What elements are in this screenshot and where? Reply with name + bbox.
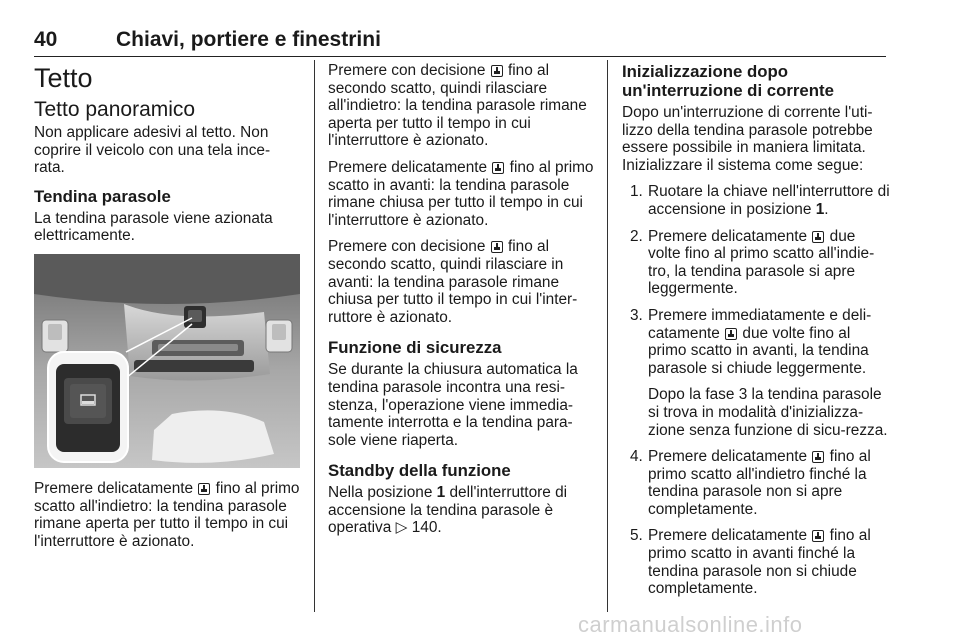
page-number: 40 — [34, 28, 58, 51]
init-steps-list — [622, 183, 890, 597]
column-1 — [34, 62, 300, 559]
press-firmly-forward-paragraph: Premere con decisione fino al secondo scatto, quindi rilasciare in avanti: la tendina parasole rimane chiusa per tutto il tempo in cui l'inter-ruttore è azionato. — [328, 238, 578, 326]
press-firmly-back-paragraph: Premere con decisione fino al secondo scatto, quindi rilasciare all'indietro: la tendina parasole rimane aperta per tutto il tempo in cui l'interruttore è azionato. — [328, 62, 587, 150]
sunshade-switch-icon — [491, 65, 503, 77]
column-3 — [622, 62, 890, 607]
sunshade-paragraph: La tendina parasole viene azionata elettricamente. — [34, 209, 273, 245]
chapter-title: Chiavi, portiere e finestrini — [116, 28, 381, 51]
init-heading: Inizializzazione dopo un'interruzione di corrente — [622, 62, 834, 100]
roof-switch-photo — [34, 254, 300, 468]
standby-heading: Standby della funzione — [328, 461, 511, 481]
sunshade-switch-icon — [812, 451, 824, 463]
sunshade-switch-icon — [812, 231, 824, 243]
watermark: carmanualsonline.info — [578, 612, 803, 637]
sunshade-switch-icon — [198, 483, 210, 495]
safety-heading: Funzione di sicurezza — [328, 338, 502, 358]
list-item: 3. Premere immediatamente e deli-catamente due volte fino al primo scatto in avanti, la tendina parasole si chiude leggermente. Dopo la fase 3 la tendina parasole si trova in modalità d'inizializza-zione senza funzione di sicu-rezza. — [622, 307, 890, 439]
list-item: 1. Ruotare la chiave nell'interruttore di accensione in posizione 1. — [630, 183, 890, 218]
subsection-title: Tetto panoramico — [34, 98, 196, 121]
list-item: 4. Premere delicatamente fino al primo scatto all'indietro finché la tendina parasole non si apre completamente. — [630, 448, 871, 518]
sunshade-switch-icon — [491, 241, 503, 253]
page-reference-arrow-icon: ▷ — [395, 519, 408, 537]
intro-paragraph: Non applicare adesivi al tetto. Non coprire il veicolo con una tela ince-rata. — [34, 124, 271, 177]
sunshade-heading: Tendina parasole — [34, 186, 171, 206]
sunshade-switch-icon — [812, 530, 824, 542]
standby-paragraph: Nella posizione 1 dell'interruttore di accensione la tendina parasole è operativa ▷ 140. — [328, 484, 568, 537]
page-header — [34, 28, 886, 57]
page-reference-link[interactable]: 140. — [411, 519, 442, 537]
column-divider-1 — [314, 60, 315, 612]
column-divider-2 — [607, 60, 608, 612]
sunshade-switch-icon — [725, 328, 737, 340]
safety-paragraph: Se durante la chiusura automatica la tendina parasole incontra una resi-stenza, l'operazione viene immedia-tamente interrotta e la tendina para-sole viene riaperta. — [328, 361, 578, 449]
init-intro: Dopo un'interruzione di corrente l'uti-lizzo della tendina parasole potrebbe essere possibile in maniera limitata. Inizializzare il sistema come segue: — [622, 104, 873, 174]
press-gently-forward-paragraph: Premere delicatamente fino al primo scatto in avanti: la tendina parasole rimane chiusa per tutto il tempo in cui l'interruttore è azionato. — [328, 158, 594, 229]
section-title: Tetto — [34, 63, 93, 93]
sunshade-switch-icon — [492, 162, 504, 174]
press-gently-back-paragraph: Premere delicatamente fino al primo scatto all'indietro: la tendina parasole rimane aperta per tutto il tempo in cui l'interruttore è azionato. — [34, 479, 300, 550]
step-note: Dopo la fase 3 la tendina parasole si trova in modalità d'inizializza-zione senza funzione di sicu-rezza. — [648, 386, 888, 439]
column-2 — [328, 62, 596, 546]
list-item: 5. Premere delicatamente fino al primo scatto in avanti finché la tendina parasole non si chiude completamente. — [630, 527, 871, 598]
list-item: 2. Premere delicatamente due volte fino al primo scatto all'indie-tro, la tendina parasole si apre leggermente. — [630, 227, 875, 298]
